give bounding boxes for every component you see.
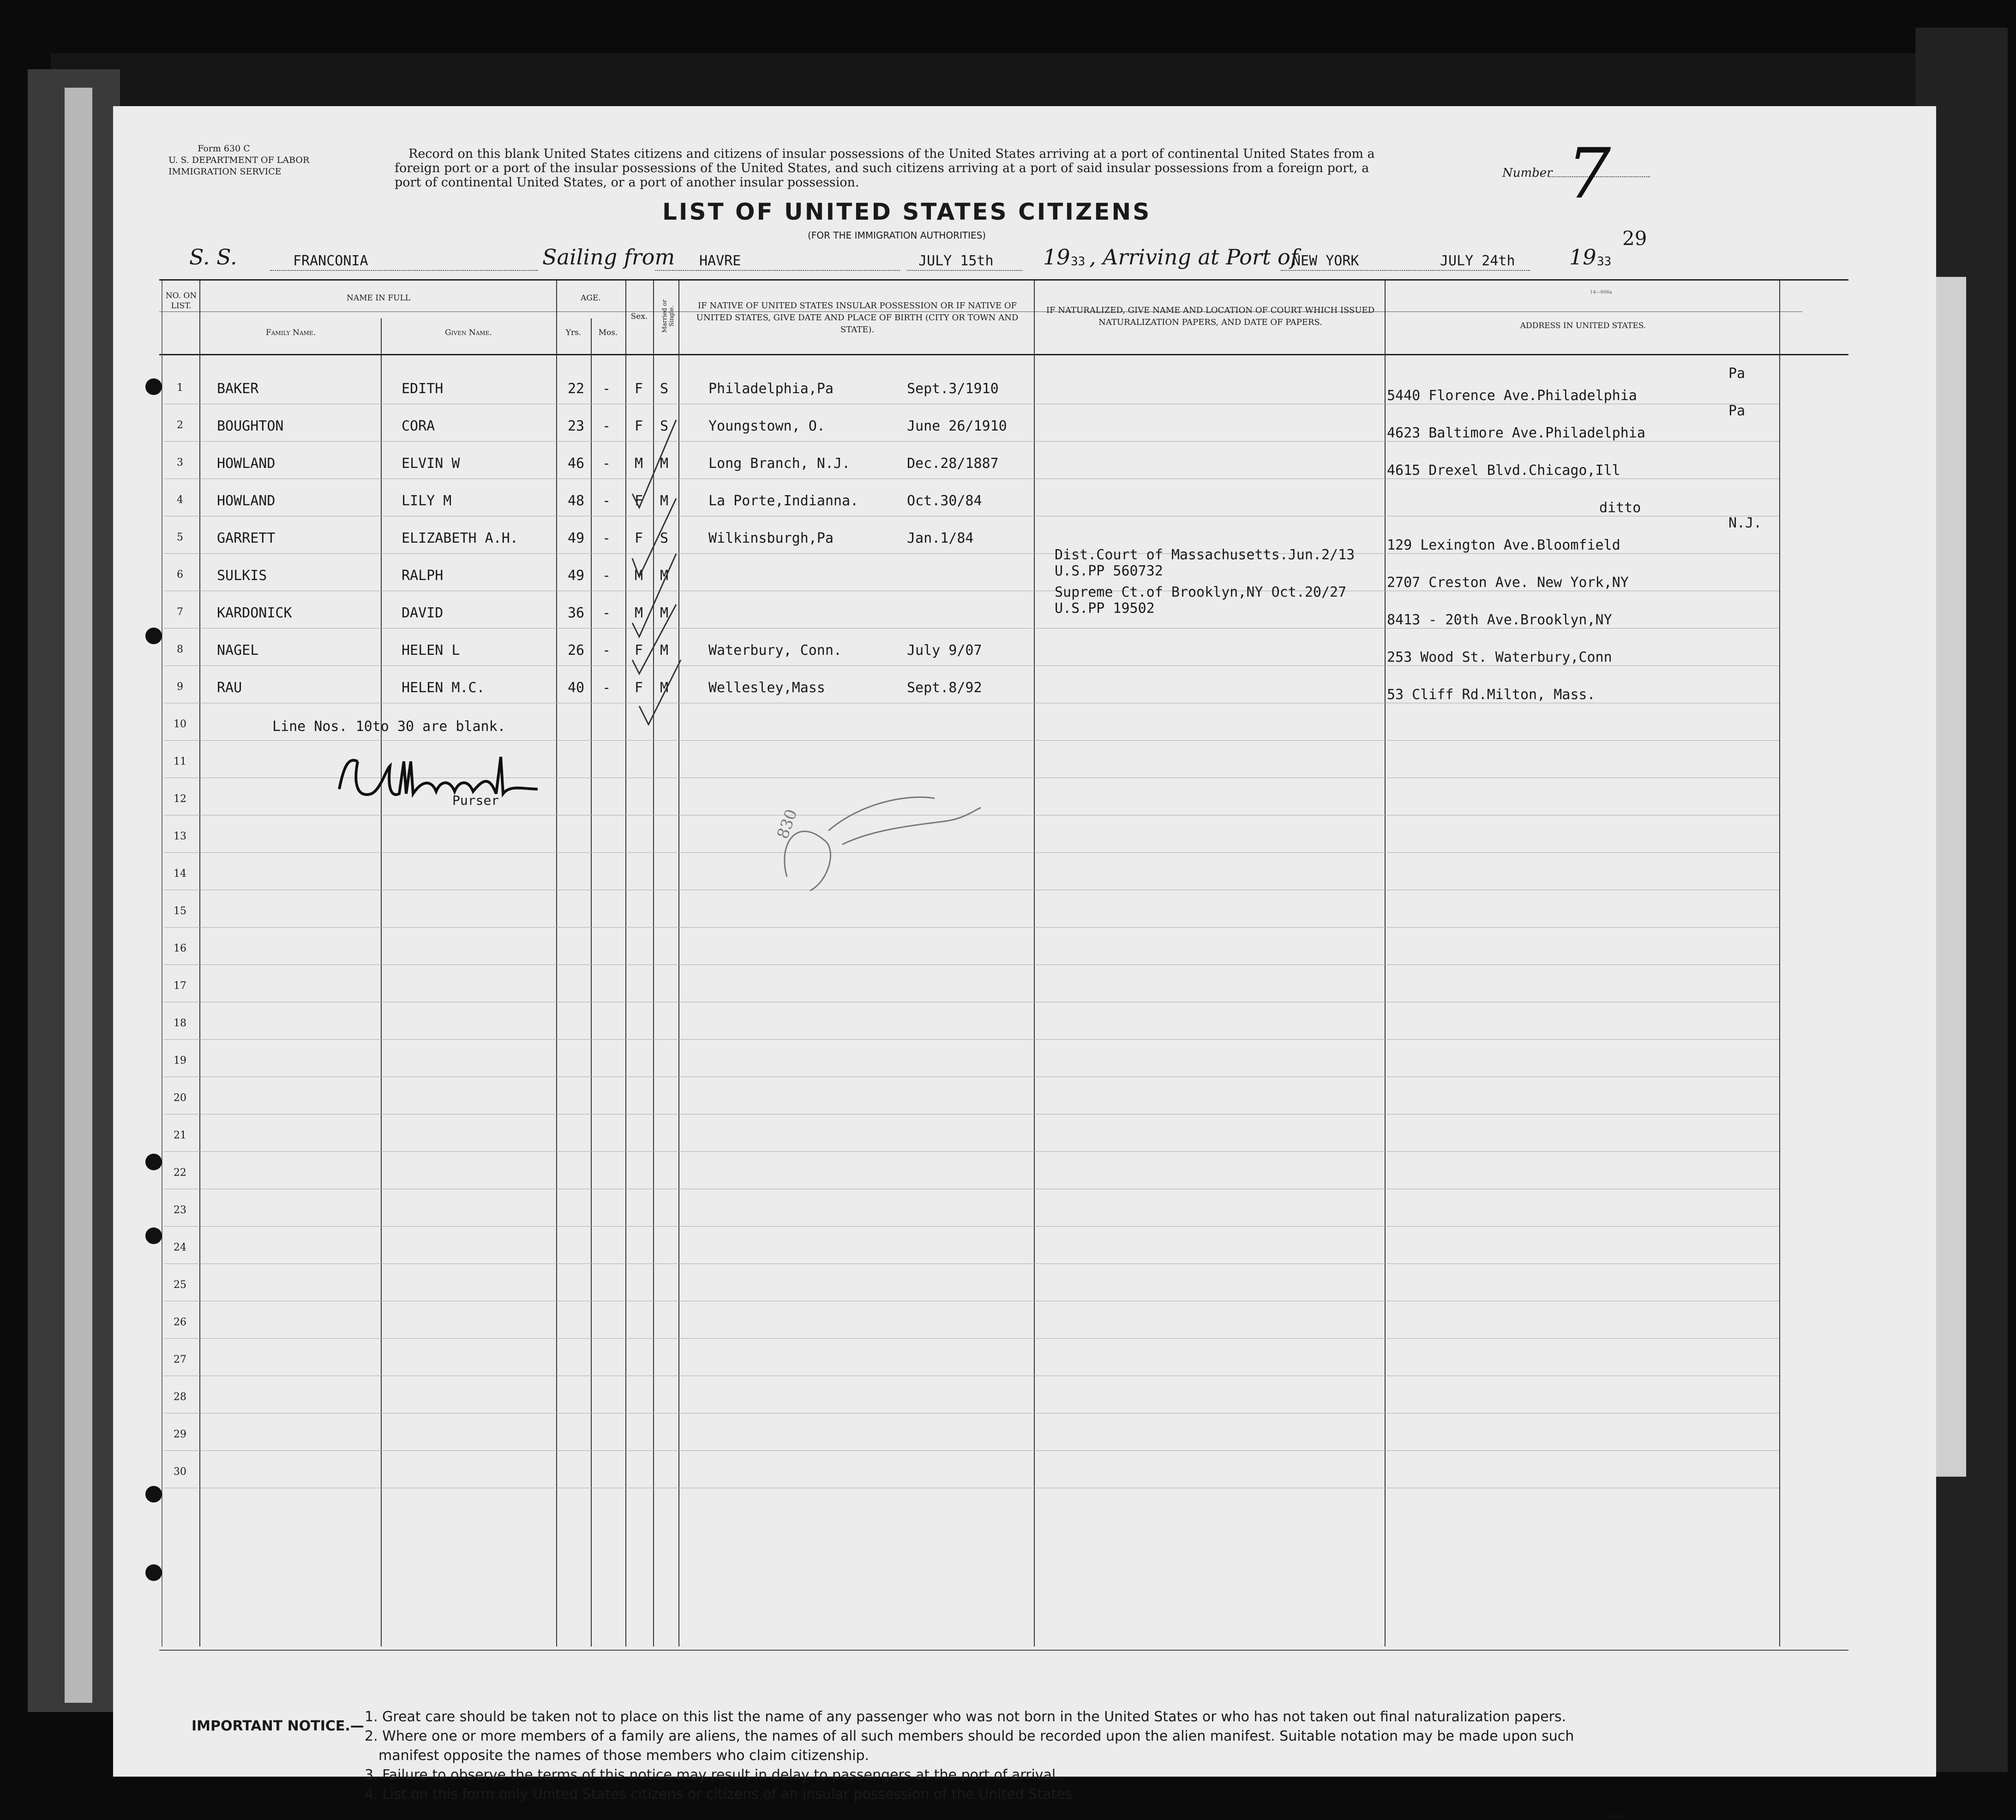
punch-hole [145,1486,162,1503]
birth-place-cell: Philadelphia,Pa [708,381,834,397]
birth-place-cell: Youngstown, O. [708,418,825,434]
check-marks [630,401,685,794]
line-number: 5 [177,532,183,543]
row-rule [164,628,1779,629]
marital-status-cell: M [660,455,669,472]
marital-status-cell: S [660,381,669,397]
line-number: 18 [174,1018,186,1029]
inspector-signature [768,775,1008,914]
birth-date-cell: Jan.1/84 [907,530,974,546]
sail-year-prefix: 19 [1043,245,1070,269]
row-rule [164,1226,1779,1227]
given-name-cell: ELVIN W [402,455,460,472]
age-months-cell: - [602,680,611,696]
birth-date-cell: Dec.28/1887 [907,455,999,472]
age-months-cell: - [602,455,611,472]
notice-label: IMPORTANT NOTICE.— [192,1718,364,1734]
manifest-page [113,106,1936,1820]
ship-name: FRANCONIA [293,253,368,269]
sex-cell: F [635,680,643,696]
address-cell: 4623 Baltimore Ave.Philadelphia [1387,425,1645,441]
col-header-yrs: Yrs. [565,328,582,337]
family-name-cell: GARRETT [217,530,276,546]
age-months-cell: - [602,530,611,546]
given-name-cell: HELEN L [402,642,460,659]
line-number: 3 [177,457,183,468]
service-name: IMMIGRATION SERVICE [168,167,282,177]
adjacent-page-edge [65,88,92,1703]
col-header-family: Family Name. [265,328,316,337]
line-number: 1 [177,382,183,394]
from-port: HAVRE [699,253,741,269]
col-header-sex: Sex. [630,312,648,321]
form-code-top: 14—606a [1590,290,1612,295]
age-months-cell: - [602,493,611,509]
sex-cell: F [635,493,643,509]
line-number: 10 [174,718,186,730]
row-rule [164,1450,1779,1451]
notice-item: 2. Where one or more members of a family are aliens, the names of all such members should be recorded upon the alien manifest. Suitable notation may be made upon such [365,1728,1574,1744]
line-number: 21 [174,1130,186,1141]
notice-items [365,1707,1574,1804]
sex-cell: F [635,642,643,659]
line-number: 23 [174,1204,186,1216]
family-name-cell: HOWLAND [217,493,276,509]
family-name-cell: BAKER [217,381,259,397]
given-name-cell: LILY M [402,493,452,509]
line-number: 14 [174,868,186,880]
given-name-cell: RALPH [402,568,444,584]
age-years-cell: 23 [568,418,585,434]
notice-item: 1. Great care should be taken not to place on this list the name of any passenger who was not born in the United States or who has not taken out final naturalization papers. [365,1709,1566,1725]
age-years-cell: 48 [568,493,585,509]
col-header-married: Married or Single. [661,299,675,333]
col-header-naturalized: IF NATURALIZED, GIVE NAME AND LOCATION OF COURT WHICH ISSUED NATURALIZATION PAPERS, AND DATE OF PAPERS. [1046,305,1375,327]
age-months-cell: - [602,605,611,621]
form-number: Form 630 C [198,144,250,154]
sex-cell: F [635,418,643,434]
line-number: 11 [174,756,186,767]
line-number: 19 [174,1055,186,1066]
line-number: 29 [174,1429,186,1440]
col-header-no: NO. ON LIST. [165,291,197,311]
given-name-cell: CORA [402,418,435,434]
arriving-label: , Arriving at Port of [1089,245,1298,269]
row-rule [164,665,1779,666]
svg-text:830: 830 [773,807,801,842]
col-header-name-in-full: NAME IN FULL [346,293,411,303]
address-cell: 53 Cliff Rd.Milton, Mass. [1387,687,1596,703]
age-months-cell: - [602,381,611,397]
marital-status-cell: M [660,642,669,659]
address-state-cell: Pa [1728,365,1746,382]
line-number: 26 [174,1317,186,1328]
marital-status-cell: M [660,568,669,584]
ss-label: S. S. [189,245,237,269]
film-border-top [51,53,1943,113]
birth-date-cell: June 26/1910 [907,418,1007,434]
given-name-cell: EDITH [402,381,444,397]
line-number: 2 [177,419,183,431]
line-number: 6 [177,569,183,581]
family-name-cell: KARDONICK [217,605,292,621]
marital-status-cell: M [660,680,669,696]
row-rule [164,1151,1779,1152]
line-number: 12 [174,793,186,805]
purser-label: Purser [452,793,499,808]
col-header-given: Given Name. [445,328,492,337]
row-rule [164,927,1779,928]
birth-date-cell: Oct.30/84 [907,493,982,509]
address-cell: 253 Wood St. Waterbury,Conn [1387,649,1612,665]
punch-hole [145,378,162,395]
address-state-cell: Pa [1728,403,1746,419]
age-years-cell: 49 [568,568,585,584]
birth-place-cell: Wilkinsburgh,Pa [708,530,834,546]
number-value: 7 [1567,134,1611,214]
row-rule [164,553,1779,554]
address-state-cell: N.J. [1728,515,1762,531]
punch-hole [145,628,162,644]
sailing-label: Sailing from [542,245,675,269]
naturalization-court-cell: Supreme Ct.of Brooklyn,NY Oct.20/27 [1055,584,1347,600]
row-rule [164,441,1779,442]
page-title: LIST OF UNITED STATES CITIZENS [662,198,1152,225]
birth-date-cell: Sept.3/1910 [907,381,999,397]
birth-date-cell: July 9/07 [907,642,982,659]
line-number: 8 [177,644,183,655]
line-number: 24 [174,1242,186,1253]
page-subtitle: (FOR THE IMMIGRATION AUTHORITIES) [808,230,986,241]
address-cell: 129 Lexington Ave.Bloomfield [1387,537,1620,553]
line-number: 30 [174,1466,186,1478]
naturalization-court-cell: Dist.Court of Massachusetts.Jun.2/13 [1055,547,1355,563]
marital-status-cell: S [660,530,669,546]
line-number: 9 [177,681,183,693]
age-years-cell: 49 [568,530,585,546]
line-number: 25 [174,1279,186,1291]
family-name-cell: BOUGHTON [217,418,284,434]
row-rule [164,964,1779,965]
sex-cell: M [635,455,643,472]
birth-place-cell: Long Branch, N.J. [708,455,851,472]
line-number: 4 [177,494,183,506]
col-header-age: AGE. [581,293,601,303]
record-line-3: port of continental United States, or a port of another insular possession. [395,175,859,190]
marital-status-cell: S [660,418,669,434]
form-code: 14-606 [1604,1814,1624,1820]
family-name-cell: NAGEL [217,642,259,659]
line-number: 28 [174,1391,186,1403]
manifest-table [113,106,1936,1777]
given-name-cell: DAVID [402,605,444,621]
marital-status-cell: M [660,493,669,509]
record-line-2: foreign port or a port of the insular possessions of the United States, and such citizens arriving at a port of said insular possessions from a foreign port, a [395,161,1369,175]
sex-cell: F [635,381,643,397]
punch-hole [145,1564,162,1581]
given-name-cell: ELIZABETH A.H. [402,530,518,546]
line-number: 27 [174,1354,186,1365]
sail-year: 33 [1071,255,1086,269]
age-years-cell: 40 [568,680,585,696]
address-cell: ditto [1599,500,1641,516]
line-number: 22 [174,1167,186,1179]
address-cell: 2707 Creston Ave. New York,NY [1387,575,1629,591]
naturalization-paper-cell: U.S.PP 560732 [1055,563,1163,579]
number-label: Number [1502,166,1553,180]
blank-lines-note: Line Nos. 10to 30 are blank. [272,718,506,735]
record-line-1: Record on this blank United States citizens and citizens of insular possessions of the United States arriving at a port of continental United States from a [408,147,1375,161]
row-rule [164,1338,1779,1339]
arrival-year-prefix: 19 [1569,245,1596,269]
line-number: 16 [174,943,186,954]
arrival-date: JULY 24th [1440,253,1515,269]
col-header-birth: IF NATIVE OF UNITED STATES INSULAR POSSESSION OR IF NATIVE OF UNITED STATES, GIVE DATE AND PLACE OF BIRTH (CITY OR TOWN AND STATE). [696,301,1019,335]
age-months-cell: - [602,418,611,434]
line-number: 17 [174,980,186,992]
age-months-cell: - [602,642,611,659]
line-number: 15 [174,905,186,917]
row-rule [164,1263,1779,1264]
birth-place-cell: Waterbury, Conn. [708,642,842,659]
address-cell: 4615 Drexel Blvd.Chicago,Ill [1387,462,1620,479]
family-name-cell: HOWLAND [217,455,276,472]
page-number: 29 [1622,227,1647,250]
line-number: 13 [174,831,186,842]
punch-hole [145,1154,162,1170]
line-number: 7 [177,606,183,618]
age-months-cell: - [602,568,611,584]
address-cell: 8413 - 20th Ave.Brooklyn,NY [1387,612,1612,628]
naturalization-paper-cell: U.S.PP 19502 [1055,600,1155,617]
line-number: 20 [174,1092,186,1104]
arrival-port: NEW YORK [1292,253,1359,269]
arrival-year: 33 [1597,255,1612,269]
age-years-cell: 46 [568,455,585,472]
age-years-cell: 22 [568,381,585,397]
sail-date: JULY 15th [918,253,994,269]
family-name-cell: SULKIS [217,568,267,584]
department-name: U. S. DEPARTMENT OF LABOR [168,155,310,165]
address-cell: 5440 Florence Ave.Philadelphia [1387,388,1637,404]
row-rule [164,1039,1779,1040]
notice-item: 4. List on this form only United States citizens or citizens of an insular possession of the United States. [365,1786,1077,1802]
marital-status-cell: M [660,605,669,621]
given-name-cell: HELEN M.C. [402,680,485,696]
sex-cell: M [635,568,643,584]
birth-date-cell: Sept.8/92 [907,680,982,696]
sex-cell: M [635,605,643,621]
age-years-cell: 36 [568,605,585,621]
col-header-mos: Mos. [598,328,618,337]
age-years-cell: 26 [568,642,585,659]
birth-place-cell: Wellesley,Mass [708,680,825,696]
birth-place-cell: La Porte,Indianna. [708,493,859,509]
notice-item: manifest opposite the names of those members who claim citizenship. [378,1748,869,1764]
punch-hole [145,1227,162,1244]
notice-item: 3. Failure to observe the terms of this notice may result in delay to passengers at the port of arrival. [365,1767,1060,1783]
sex-cell: F [635,530,643,546]
col-header-address: ADDRESS IN UNITED STATES. [1520,321,1646,330]
row-rule [164,740,1779,741]
family-name-cell: RAU [217,680,242,696]
